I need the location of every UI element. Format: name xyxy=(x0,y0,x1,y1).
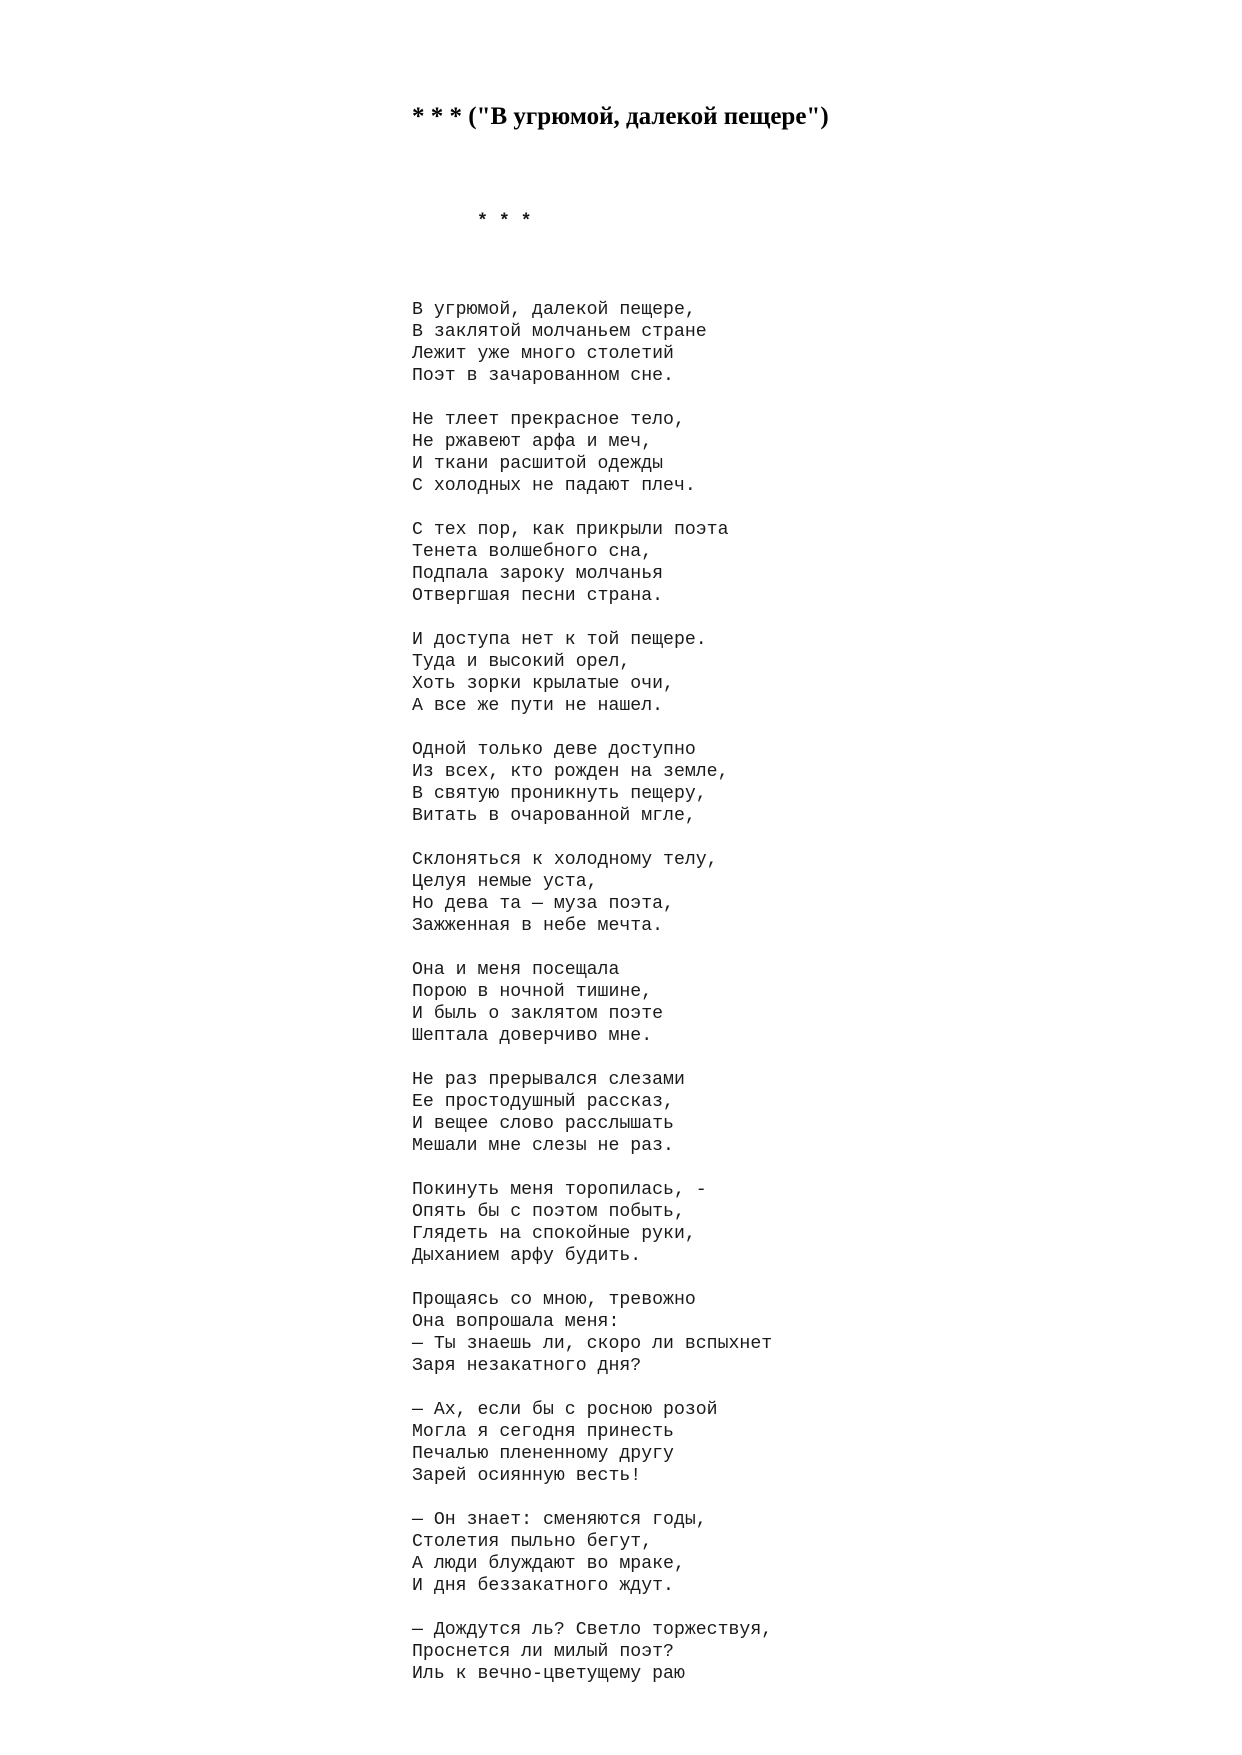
poem-line: В угрюмой, далекой пещере, xyxy=(412,300,696,320)
poem-line: — Ах, если бы с росною розой xyxy=(412,1400,718,1420)
poem-line: Дыханием арфу будить. xyxy=(412,1246,642,1266)
poem-line: В заклятой молчаньем стране xyxy=(412,322,707,342)
poem-title: * * * ("В угрюмой, далекой пещере") xyxy=(412,103,829,130)
poem-line: Заря незакатного дня? xyxy=(412,1356,642,1376)
poem-line: И быль о заклятом поэте xyxy=(412,1004,664,1024)
poem-line: Печалью плененному другу xyxy=(412,1444,674,1464)
stanza xyxy=(412,739,772,827)
poem-line: С тех пор, как прикрыли поэта xyxy=(412,520,729,540)
poem-line: Целуя немые уста, xyxy=(412,872,598,892)
poem-line: Но дева та — муза поэта, xyxy=(412,894,674,914)
poem-line: И вещее слово расслышать xyxy=(412,1114,674,1134)
stanza xyxy=(412,1619,772,1685)
poem-line: Могла я сегодня принесть xyxy=(412,1422,674,1442)
poem-line: Зарей осиянную весть! xyxy=(412,1466,642,1486)
poem-line: Мешали мне слезы не раз. xyxy=(412,1136,674,1156)
poem-line: А все же пути не нашел. xyxy=(412,696,664,716)
poem-line: А люди блуждают во мраке, xyxy=(412,1554,685,1574)
stanza xyxy=(412,849,772,937)
poem-line: Из всех, кто рожден на земле, xyxy=(412,762,729,782)
stanza xyxy=(412,959,772,1047)
poem-line: — Он знает: сменяются годы, xyxy=(412,1510,707,1530)
poem-line: Столетия пыльно бегут, xyxy=(412,1532,653,1552)
poem-line: Хоть зорки крылатые очи, xyxy=(412,674,674,694)
poem-line: Она вопрошала меня: xyxy=(412,1312,620,1332)
poem-line: Подпала зароку молчанья xyxy=(412,564,664,584)
stanza xyxy=(412,1509,772,1597)
poem-line: — Ты знаешь ли, скоро ли вспыхнет xyxy=(412,1334,773,1354)
poem-line: Туда и высокий орел, xyxy=(412,652,631,672)
poem-line: Витать в очарованной мгле, xyxy=(412,806,696,826)
poem-line: И дня беззакатного ждут. xyxy=(412,1576,674,1596)
poem-line: Отвергшая песни страна. xyxy=(412,586,664,606)
poem-line: Шептала доверчиво мне. xyxy=(412,1026,653,1046)
poem-line: Лежит уже много столетий xyxy=(412,344,674,364)
stanza xyxy=(412,1179,772,1267)
poem-line: И доступа нет к той пещере. xyxy=(412,630,707,650)
poem-line: Прощаясь со мною, тревожно xyxy=(412,1290,696,1310)
poem-line: — Дождутся ль? Светло торжествуя, xyxy=(412,1620,773,1640)
poem-line: Глядеть на спокойные руки, xyxy=(412,1224,696,1244)
stanza xyxy=(412,409,772,497)
poem-line: Она и меня посещала xyxy=(412,960,620,980)
stanza xyxy=(412,1069,772,1157)
stanza xyxy=(412,299,772,387)
poem-line: Тенета волшебного сна, xyxy=(412,542,653,562)
stanza xyxy=(412,519,772,607)
poem-line: С холодных не падают плеч. xyxy=(412,476,696,496)
poem-line: Не раз прерывался слезами xyxy=(412,1070,685,1090)
poem-line: Покинуть меня торопилась, - xyxy=(412,1180,707,1200)
poem-line: Опять бы с поэтом побыть, xyxy=(412,1202,685,1222)
section-asterisks: * * * xyxy=(477,212,532,232)
poem-line: Порою в ночной тишине, xyxy=(412,982,653,1002)
stanza xyxy=(412,629,772,717)
poem-line: Поэт в зачарованном сне. xyxy=(412,366,674,386)
stanza xyxy=(412,1289,772,1377)
poem-line: Не тлеет прекрасное тело, xyxy=(412,410,685,430)
poem-line: И ткани расшитой одежды xyxy=(412,454,664,474)
poem-line: Ее простодушный рассказ, xyxy=(412,1092,674,1112)
poem-line: Иль к вечно-цветущему раю xyxy=(412,1664,685,1684)
poem-line: В святую проникнуть пещеру, xyxy=(412,784,707,804)
stanza xyxy=(412,1399,772,1487)
poem-line: Зажженная в небе мечта. xyxy=(412,916,664,936)
poem-body xyxy=(412,167,772,1707)
poem-line: Не ржавеют арфа и меч, xyxy=(412,432,653,452)
poem-line: Склоняться к холодному телу, xyxy=(412,850,718,870)
poem-line: Проснется ли милый поэт? xyxy=(412,1642,674,1662)
poem-line: Одной только деве доступно xyxy=(412,740,696,760)
